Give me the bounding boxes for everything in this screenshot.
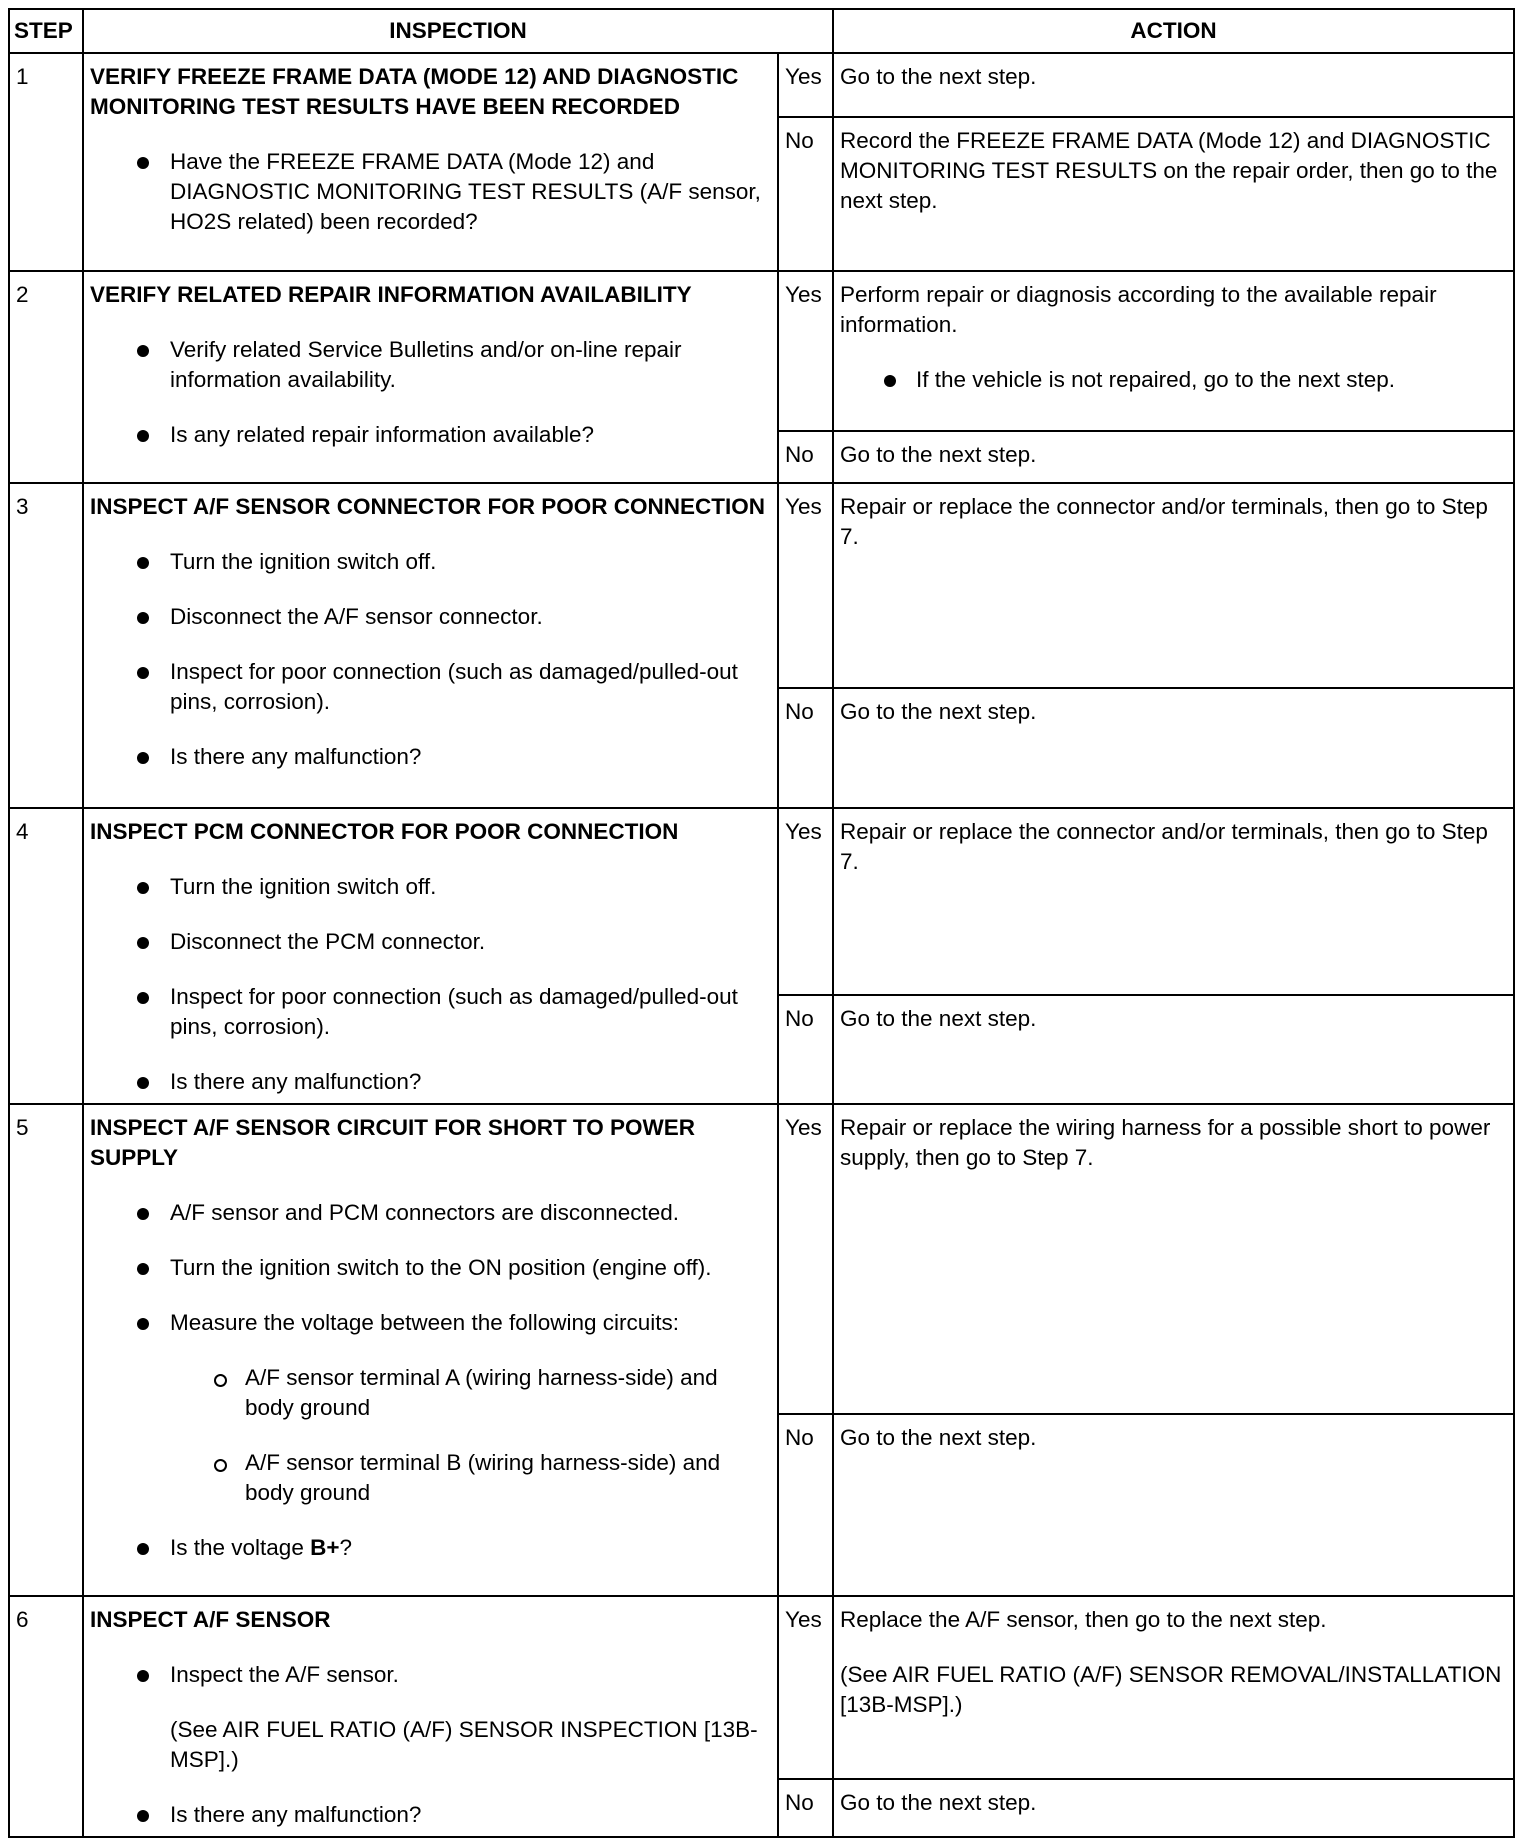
no-label: No — [778, 688, 833, 808]
sub-bullet-item: A/F sensor terminal B (wiring harness-side) and body ground — [90, 1448, 771, 1508]
bplus-value: B+ — [310, 1535, 340, 1560]
yes-action-cell — [833, 271, 1514, 431]
inspection-bullets — [90, 1198, 771, 1338]
bullet-item: Turn the ignition switch to the ON position (engine off). — [90, 1253, 771, 1283]
no-action: Go to the next step. — [833, 1779, 1514, 1837]
inspection-bullets — [90, 147, 771, 237]
inspection-cell — [83, 1104, 778, 1596]
bullet-item: A/F sensor and PCM connectors are disconnected. — [90, 1198, 771, 1228]
yes-action: Repair or replace the connector and/or terminals, then go to Step 7. — [833, 483, 1514, 688]
inspection-title: INSPECT A/F SENSOR — [90, 1607, 331, 1632]
step-number: 1 — [9, 53, 83, 271]
no-label: No — [778, 1779, 833, 1837]
yes-label: Yes — [778, 808, 833, 995]
diagnostic-procedure-table — [8, 8, 1515, 1838]
sub-bullet-item: A/F sensor terminal A (wiring harness-side) and body ground — [90, 1363, 771, 1423]
step-number: 2 — [9, 271, 83, 483]
yes-label: Yes — [778, 271, 833, 431]
inspection-title: INSPECT PCM CONNECTOR FOR POOR CONNECTION — [90, 819, 679, 844]
step-2-yes-row — [9, 271, 1514, 431]
no-action: Record the FREEZE FRAME DATA (Mode 12) and DIAGNOSTIC MONITORING TEST RESULTS on the repair order, then go to the next step. — [833, 117, 1514, 271]
step-number: 5 — [9, 1104, 83, 1596]
bullet-item: Verify related Service Bulletins and/or on-line repair information availability. — [90, 335, 771, 395]
inspection-bullets-final — [90, 1533, 771, 1563]
bullet-item: Inspect the A/F sensor. — [90, 1660, 771, 1690]
yes-label: Yes — [778, 483, 833, 688]
yes-action: Perform repair or diagnosis according to the available repair information. — [840, 282, 1437, 337]
inspection-cell — [83, 53, 778, 271]
step-number: 6 — [9, 1596, 83, 1837]
bullet-item: Have the FREEZE FRAME DATA (Mode 12) and DIAGNOSTIC MONITORING TEST RESULTS (A/F sensor, HO2S related) been recorded? — [90, 147, 771, 237]
yes-label: Yes — [778, 53, 833, 117]
yes-action: Replace the A/F sensor, then go to the next step. — [840, 1607, 1327, 1632]
yes-action: Repair or replace the wiring harness for a possible short to power supply, then go to Step 7. — [833, 1104, 1514, 1414]
bullet-item: Disconnect the PCM connector. — [90, 927, 771, 957]
bullet-item — [90, 1533, 771, 1563]
inspection-cell — [83, 483, 778, 808]
bullet-item: Is there any malfunction? — [90, 1800, 771, 1830]
no-action: Go to the next step. — [833, 1414, 1514, 1596]
yes-note: (See AIR FUEL RATIO (A/F) SENSOR REMOVAL/INSTALLATION [13B-MSP].) — [840, 1662, 1502, 1717]
yes-action: Repair or replace the connector and/or terminals, then go to Step 7. — [833, 808, 1514, 995]
inspection-bullets — [90, 547, 771, 772]
bullet-text-end: ? — [339, 1535, 352, 1560]
step-number: 4 — [9, 808, 83, 1104]
bullet-text: Is the voltage — [170, 1535, 311, 1560]
no-action: Go to the next step. — [833, 688, 1514, 808]
inspection-header: INSPECTION — [83, 9, 833, 53]
step-1-yes-row — [9, 53, 1514, 117]
bullet-item — [90, 1308, 771, 1338]
inspection-title: INSPECT A/F SENSOR CIRCUIT FOR SHORT TO POWER SUPPLY — [90, 1115, 696, 1170]
yes-action: Go to the next step. — [833, 53, 1514, 117]
bullet-item: Turn the ignition switch off. — [90, 547, 771, 577]
sub-bullets — [90, 1363, 771, 1508]
inspection-title: INSPECT A/F SENSOR CONNECTOR FOR POOR CONNECTION — [90, 494, 766, 519]
bullet-item: Turn the ignition switch off. — [90, 872, 771, 902]
yes-label: Yes — [778, 1596, 833, 1779]
bullet-item: Inspect for poor connection (such as damaged/pulled-out pins, corrosion). — [90, 982, 771, 1042]
no-action: Go to the next step. — [833, 431, 1514, 483]
inspection-bullets — [90, 1660, 771, 1830]
step-number: 3 — [9, 483, 83, 808]
no-label: No — [778, 995, 833, 1104]
step-6-yes-row — [9, 1596, 1514, 1779]
step-3-yes-row — [9, 483, 1514, 688]
step-header: STEP — [9, 9, 83, 53]
inspection-title: VERIFY RELATED REPAIR INFORMATION AVAILABILITY — [90, 282, 692, 307]
header-row — [9, 9, 1514, 53]
inspection-bullets — [90, 872, 771, 1097]
step-4-yes-row — [9, 808, 1514, 995]
bullet-note: (See AIR FUEL RATIO (A/F) SENSOR INSPECTION [13B-MSP].) — [170, 1717, 758, 1772]
bullet-item: Is there any malfunction? — [90, 742, 771, 772]
no-label: No — [778, 431, 833, 483]
bullet-item: Inspect for poor connection (such as damaged/pulled-out pins, corrosion). — [90, 657, 771, 717]
bullet-text: Measure the voltage between the following circuits: — [170, 1310, 680, 1335]
action-bullets — [840, 365, 1507, 395]
no-action: Go to the next step. — [833, 995, 1514, 1104]
yes-action-cell — [833, 1596, 1514, 1779]
action-bullet: If the vehicle is not repaired, go to the next step. — [840, 365, 1507, 395]
inspection-title: VERIFY FREEZE FRAME DATA (MODE 12) AND DIAGNOSTIC MONITORING TEST RESULTS HAVE BEEN RECORDED — [90, 64, 739, 119]
no-label: No — [778, 1414, 833, 1596]
step-5-yes-row — [9, 1104, 1514, 1414]
no-label: No — [778, 117, 833, 271]
yes-label: Yes — [778, 1104, 833, 1414]
bullet-item: Disconnect the A/F sensor connector. — [90, 602, 771, 632]
bullet-item: Is there any malfunction? — [90, 1067, 771, 1097]
inspection-bullets — [90, 335, 771, 450]
bullet-item: Is any related repair information available? — [90, 420, 771, 450]
inspection-cell — [83, 271, 778, 483]
action-header: ACTION — [833, 9, 1514, 53]
inspection-cell — [83, 808, 778, 1104]
inspection-cell — [83, 1596, 778, 1837]
